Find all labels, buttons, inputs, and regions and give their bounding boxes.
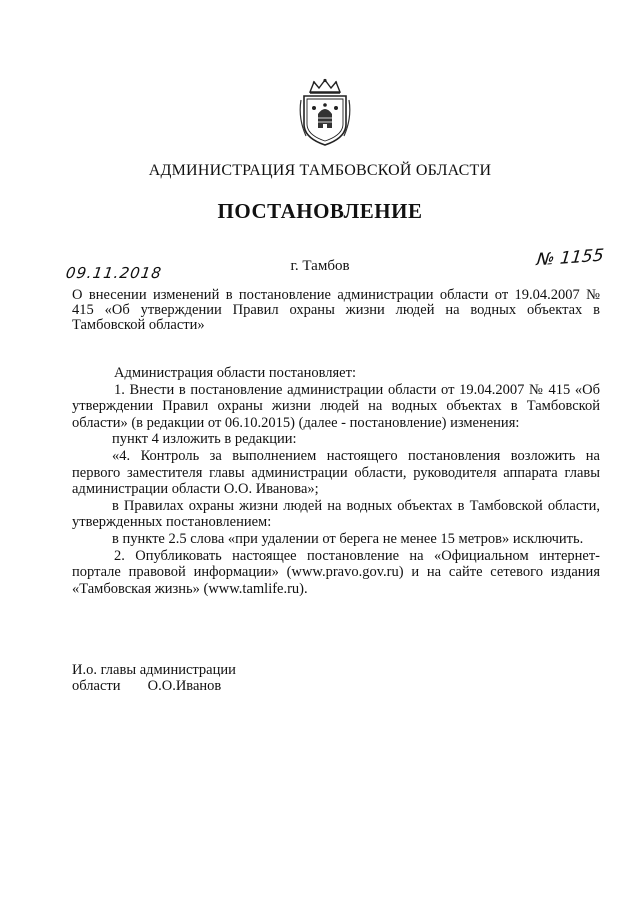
signature-role: И.о. главы администрации: [72, 662, 236, 678]
body-paragraph: Администрация области постановляет:: [114, 365, 356, 381]
body-paragraph: 2. Опубликовать настоящее постановление на «Официальном интернет-портале правовой информации» (www.pravo.gov.ru) и на сайте сетевого издания «Тамбовская жизнь» (www.tamlife.ru).: [72, 547, 600, 597]
document-city: г. Тамбов: [290, 258, 350, 274]
organization-name: АДМИНИСТРАЦИЯ ТАМБОВСКОЙ ОБЛАСТИ: [148, 162, 492, 179]
body-paragraph: «4. Контроль за выполнением настоящего постановления возложить на первого заместителя главы администрации области, руководителя аппарата главы администрации области О.О. Иванова»;: [72, 447, 600, 498]
document-date: 09.11.2018: [64, 264, 164, 282]
signature-role-line2: области: [72, 678, 121, 694]
signatory-name: О.О.Иванов: [147, 678, 222, 694]
body-paragraph: в Правилах охраны жизни людей на водных объектах в Тамбовской области, утвержденных постановлением:: [72, 497, 600, 531]
signature-block: [72, 662, 236, 694]
signature-row: [72, 678, 236, 694]
coat-of-arms-icon: [298, 78, 352, 148]
document-title: ПОСТАНОВЛЕНИЕ: [217, 199, 423, 223]
body-paragraph: 1. Внести в постановление администрации области от 19.04.2007 № 415 «Об утверждении Правил охраны жизни людей на водных объектах в Тамбовской области» (в редакции от 06.10.2015) (далее - постановление) изменения:: [72, 381, 600, 431]
body-paragraph: пункт 4 изложить в редакции:: [112, 431, 297, 448]
document-subject: О внесении изменений в постановление администрации области от 19.04.2007 № 415 «Об утверждении Правил охраны жизни людей на водных объектах в Тамбовской области»: [72, 287, 600, 333]
document-number: № 1155: [535, 245, 605, 271]
document-body: [72, 365, 600, 597]
body-paragraph: в пункте 2.5 слова «при удалении от берега не менее 15 метров» исключить.: [112, 530, 584, 547]
